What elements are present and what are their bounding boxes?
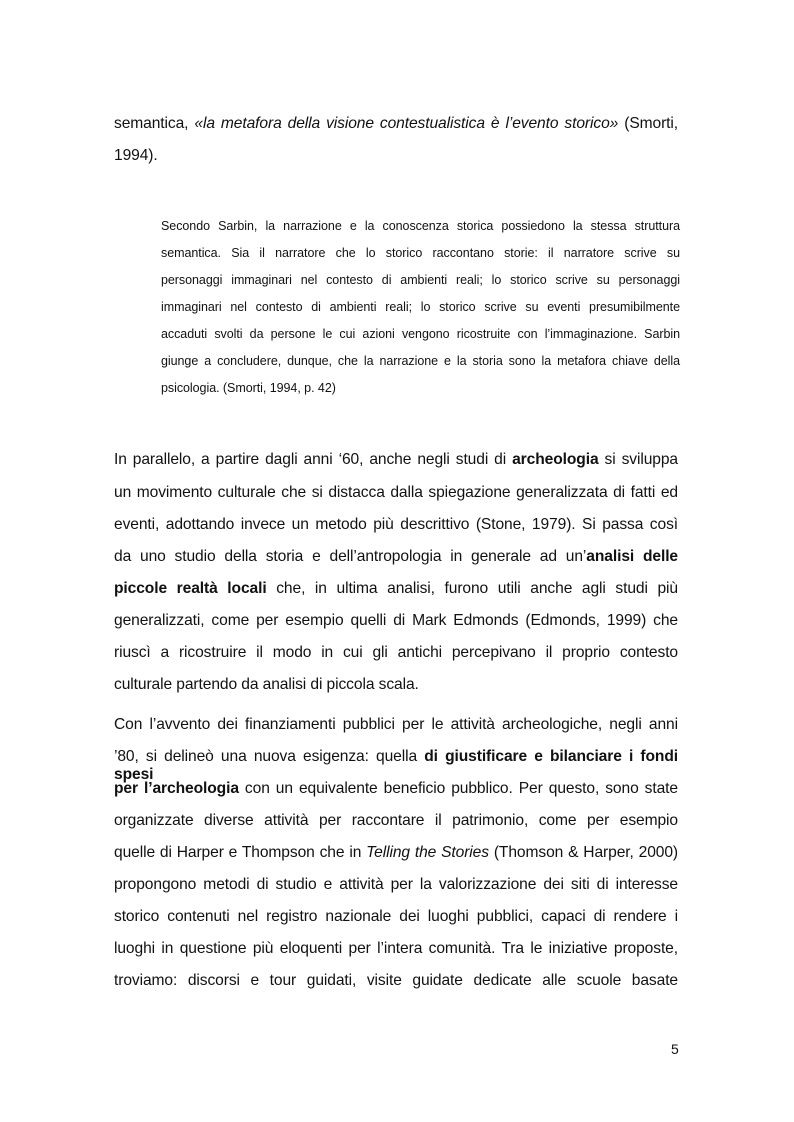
- text-run: ’80, si delineò una nuova esigenza: quella: [114, 748, 425, 765]
- quote-line: semantica. Sia il narratore che lo storico raccontano storie: il narratore scrive su: [161, 246, 680, 260]
- text-run: con un equivalente beneficio pubblico. Per questo, sono state: [238, 780, 678, 797]
- paragraph-line: [114, 548, 678, 566]
- quote-line: psicologia. (Smorti, 1994, p. 42): [161, 381, 336, 395]
- paragraph-line: eventi, adottando invece un metodo più descrittivo (Stone, 1979). Si passa così: [114, 516, 678, 533]
- bold-term: di giustificare e bilanciare i fondi spesi: [114, 748, 678, 783]
- text-run: In parallelo, a partire dagli anni ‘60, anche negli studi di: [114, 451, 513, 468]
- quote-line: Secondo Sarbin, la narrazione e la conoscenza storica possiedono la stessa struttura: [161, 219, 680, 233]
- paragraph-line: propongono metodi di studio e attività per la valorizzazione dei siti di interesse: [114, 876, 678, 893]
- paragraph-line: [114, 451, 678, 469]
- paragraph-line: [114, 580, 678, 598]
- text-run: semantica,: [114, 115, 195, 132]
- paragraph-line: Con l’avvento dei finanziamenti pubblici per le attività archeologiche, negli anni: [114, 716, 678, 733]
- paragraph-line: generalizzati, come per esempio quelli di Mark Edmonds (Edmonds, 1999) che: [114, 612, 678, 629]
- quote-line: personaggi immaginari nel contesto di ambienti reali; lo storico scrive su personaggi: [161, 273, 680, 287]
- text-run: che, in ultima analisi, furono utili anche agli studi più: [266, 580, 678, 597]
- paragraph-line: [114, 748, 678, 784]
- quote-line: accaduti svolti da persone le cui azioni vengono ricostruite con l’immaginazione. Sarbin: [161, 327, 680, 341]
- page-number: 5: [671, 1041, 679, 1057]
- paragraph-line: storico contenuti nel registro nazionale dei luoghi pubblici, capaci di rendere i: [114, 908, 678, 925]
- top-paragraph-line-2: 1994).: [114, 147, 158, 164]
- italic-quote: «la metafora della visione contestualistica è l’evento storico»: [194, 115, 619, 132]
- quote-line: immaginari nel contesto di ambienti reali; lo storico scrive su eventi presumibilmente: [161, 300, 680, 314]
- paragraph-line: riuscì a ricostruire il modo in cui gli antichi percepivano il proprio contesto: [114, 644, 678, 661]
- paragraph-line: un movimento culturale che si distacca dalla spiegazione generalizzata di fatti ed: [114, 484, 678, 501]
- italic-title: Telling the Stories: [366, 844, 489, 861]
- text-run: (Smorti,: [618, 115, 679, 132]
- paragraph-line: luoghi in questione più eloquenti per l’intera comunità. Tra le iniziative proposte,: [114, 940, 678, 957]
- text-run: quelle di Harper e Thompson che in: [114, 844, 367, 861]
- paragraph-line: [114, 780, 678, 798]
- paragraph-line: troviamo: discorsi e tour guidati, visite guidate dedicate alle scuole basate: [114, 972, 678, 989]
- text-run: (Thomson & Harper, 2000): [488, 844, 679, 861]
- bold-term: per l’archeologia: [114, 780, 239, 797]
- bold-term: analisi delle: [586, 548, 679, 565]
- bold-term: piccole realtà locali: [114, 580, 267, 597]
- paragraph-line: organizzate diverse attività per raccontare il patrimonio, come per esempio: [114, 812, 678, 829]
- paragraph-line: [114, 844, 678, 862]
- text-run: si sviluppa: [598, 451, 678, 468]
- top-paragraph-line-1: [114, 115, 678, 133]
- bold-term: archeologia: [512, 451, 599, 468]
- paragraph-line: culturale partendo da analisi di piccola scala.: [114, 676, 419, 693]
- quote-line: giunge a concludere, dunque, che la narrazione e la storia sono la metafora chiave della: [161, 354, 680, 368]
- text-run: da uno studio della storia e dell’antropologia in generale ad un’: [114, 548, 587, 565]
